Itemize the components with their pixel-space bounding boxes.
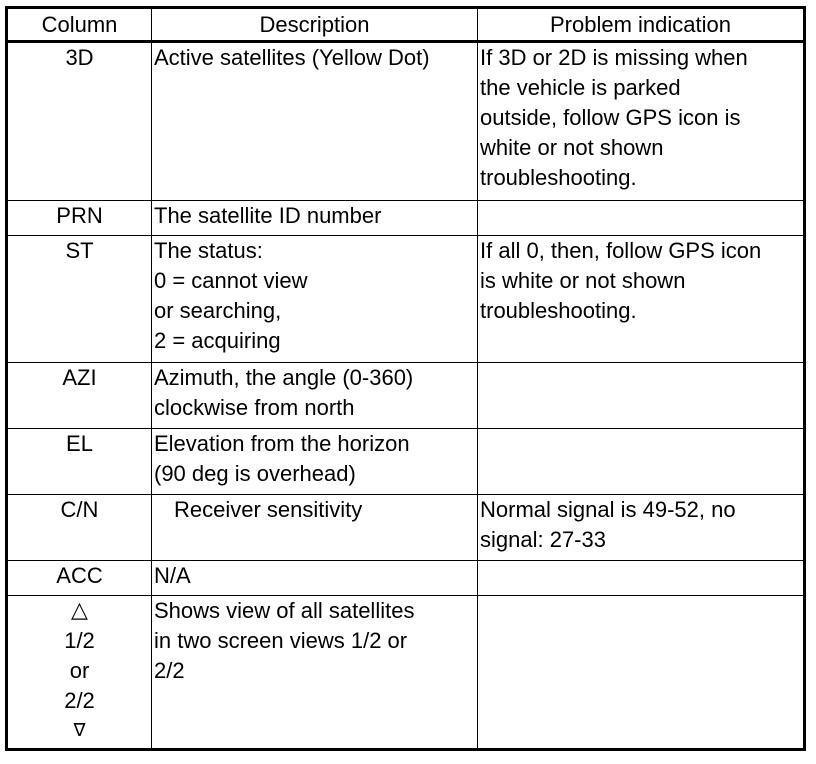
table-row-3d: [7, 42, 805, 201]
table-row-el: [7, 429, 805, 495]
column-name: ST: [65, 238, 94, 263]
cell-problem-indication: [478, 363, 805, 429]
problem-line: the vehicle is parked: [480, 75, 681, 100]
cell-description: [152, 561, 478, 596]
column-name: AZI: [62, 365, 97, 390]
problem-line: white or not shown: [480, 135, 664, 160]
column-name: or: [69, 658, 90, 683]
description-line: 0 = cannot view: [154, 268, 308, 293]
header-problem-indication: Problem indication: [478, 8, 805, 42]
description-line: (90 deg is overhead): [154, 461, 356, 486]
problem-line: troubleshooting.: [480, 298, 637, 323]
header-column: Column: [7, 8, 152, 42]
cell-description: [152, 495, 478, 561]
description-line: in two screen views 1/2 or: [154, 628, 408, 653]
table-row-azi: [7, 363, 805, 429]
cell-column: [7, 596, 152, 750]
column-name: 3D: [65, 45, 94, 70]
description-line: 2 = acquiring: [154, 328, 281, 353]
table-header-row: [7, 8, 805, 42]
description-line: N/A: [154, 563, 191, 588]
cell-description: [152, 42, 478, 201]
problem-line: If all 0, then, follow GPS icon: [480, 238, 762, 263]
problem-line: If 3D or 2D is missing when: [480, 45, 748, 70]
cell-column: [7, 42, 152, 201]
cell-column: [7, 363, 152, 429]
triangle-up-icon: △: [71, 598, 88, 623]
table-row-cn: [7, 495, 805, 561]
cell-problem-indication: [478, 429, 805, 495]
problem-line: Normal signal is 49-52, no: [480, 497, 736, 522]
gps-diagnostic-table: [5, 6, 806, 751]
cell-problem-indication: [478, 561, 805, 596]
cell-column: [7, 495, 152, 561]
document-page: [5, 6, 806, 751]
description-line: Active satellites (Yellow Dot): [154, 45, 430, 70]
column-name: ACC: [56, 563, 103, 588]
cell-problem-indication: [478, 42, 805, 201]
description-line: clockwise from north: [154, 395, 355, 420]
cell-problem-indication: [478, 201, 805, 236]
cell-column: [7, 561, 152, 596]
description-line: Shows view of all satellites: [154, 598, 415, 623]
cell-problem-indication: [478, 236, 805, 363]
cell-description: [152, 596, 478, 750]
cell-problem-indication: [478, 495, 805, 561]
cell-column: [7, 429, 152, 495]
cell-column: [7, 236, 152, 363]
column-name: 2/2: [64, 688, 95, 713]
cell-column: [7, 201, 152, 236]
cell-description: [152, 429, 478, 495]
description-line: The status:: [154, 238, 263, 263]
cell-description: [152, 363, 478, 429]
description-line: Receiver sensitivity: [174, 497, 363, 522]
cell-description: [152, 201, 478, 236]
description-line: 2/2: [154, 658, 185, 683]
description-line: or searching,: [154, 298, 282, 323]
column-name: PRN: [56, 203, 103, 228]
problem-line: outside, follow GPS icon is: [480, 105, 741, 130]
description-line: Elevation from the horizon: [154, 431, 410, 456]
description-line: The satellite ID number: [154, 203, 382, 228]
description-line: Azimuth, the angle (0-360): [154, 365, 414, 390]
table-row-prn: [7, 201, 805, 236]
table-row-acc: [7, 561, 805, 596]
table-row-screen-views: [7, 596, 805, 750]
problem-line: troubleshooting.: [480, 165, 637, 190]
column-name: C/N: [60, 497, 99, 522]
header-description: Description: [152, 8, 478, 42]
problem-line: signal: 27-33: [480, 527, 606, 552]
problem-line: is white or not shown: [480, 268, 686, 293]
table-row-st: [7, 236, 805, 363]
column-name: 1/2: [64, 628, 95, 653]
cell-description: [152, 236, 478, 363]
column-name: EL: [66, 431, 93, 456]
cell-problem-indication: [478, 596, 805, 750]
triangle-down-icon: ∇: [73, 720, 86, 741]
